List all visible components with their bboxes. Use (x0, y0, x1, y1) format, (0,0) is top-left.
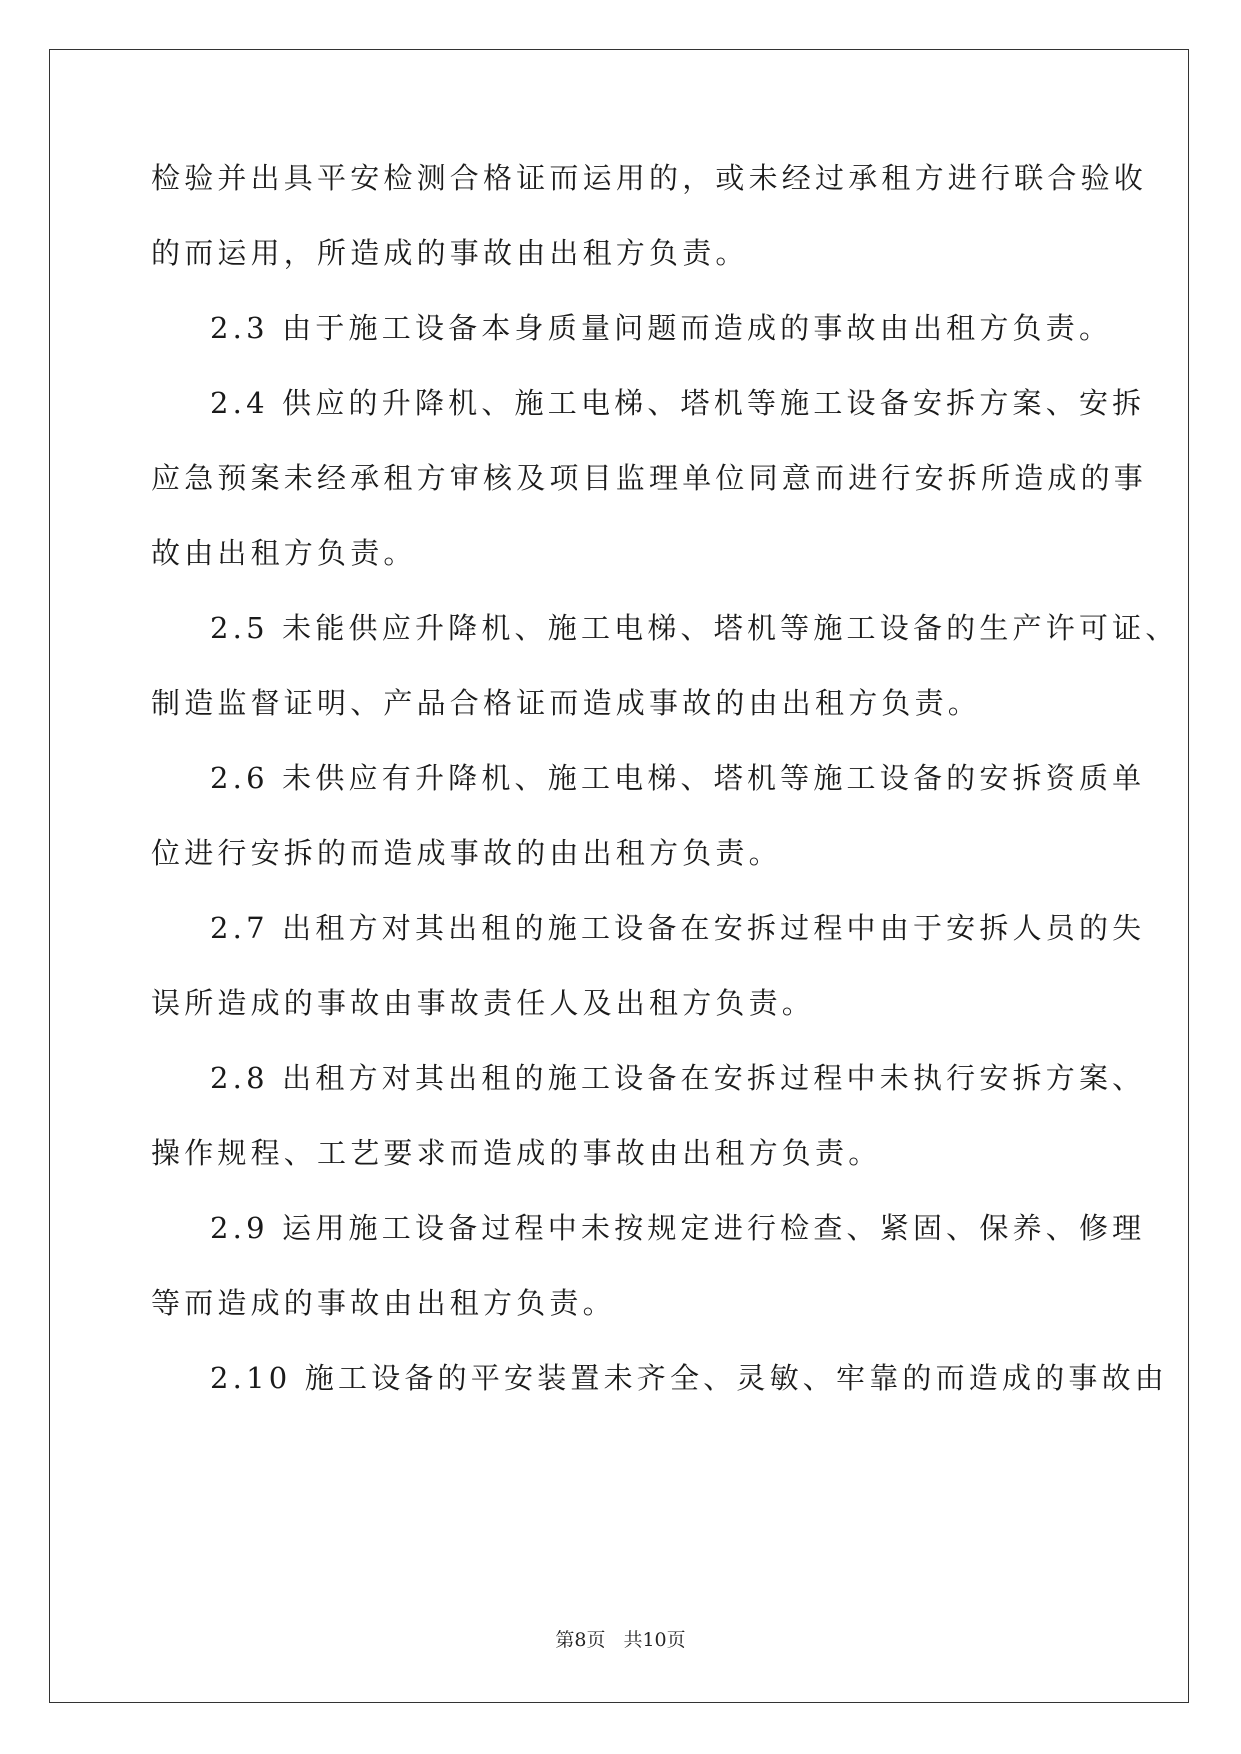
paragraph-2-8: 2.8 出租方对其出租的施工设备在安拆过程中未执行安拆方案、 (210, 1061, 1146, 1095)
paragraph-2-7: 2.7 出租方对其出租的施工设备在安拆过程中由于安拆人员的失 (210, 911, 1146, 945)
page-footer (0, 1625, 1241, 1652)
paragraph-2-4: 2.4 供应的升降机、施工电梯、塔机等施工设备安拆方案、安拆 (210, 386, 1146, 420)
text-line: 检验并出具平安检测合格证而运用的，或未经过承租方进行联合验收 (151, 161, 1148, 195)
page-number: 第8页 (555, 1629, 606, 1651)
text-line: 制造监督证明、产品合格证而造成事故的由出租方负责。 (151, 686, 982, 720)
paragraph-2-10: 2.10 施工设备的平安装置未齐全、灵敏、牢靠的而造成的事故由 (210, 1361, 1168, 1395)
text-line: 应急预案未经承租方审核及项目监理单位同意而进行安拆所造成的事 (151, 461, 1148, 495)
paragraph-2-6: 2.6 未供应有升降机、施工电梯、塔机等施工设备的安拆资质单 (210, 761, 1146, 795)
text-line: 位进行安拆的而造成事故的由出租方负责。 (151, 836, 782, 870)
page-border (49, 49, 1189, 1703)
text-line: 的而运用，所造成的事故由出租方负责。 (151, 236, 749, 270)
text-line: 故由出租方负责。 (151, 536, 417, 570)
paragraph-2-3: 2.3 由于施工设备本身质量问题而造成的事故由出租方负责。 (210, 311, 1113, 345)
text-line: 误所造成的事故由事故责任人及出租方负责。 (151, 986, 816, 1020)
paragraph-2-9: 2.9 运用施工设备过程中未按规定进行检查、紧固、保养、修理 (210, 1211, 1146, 1245)
page-total: 共10页 (623, 1629, 686, 1651)
paragraph-2-5: 2.5 未能供应升降机、施工电梯、塔机等施工设备的生产许可证、 (210, 611, 1179, 645)
text-line: 等而造成的事故由出租方负责。 (151, 1286, 616, 1320)
text-line: 操作规程、工艺要求而造成的事故由出租方负责。 (151, 1136, 882, 1170)
